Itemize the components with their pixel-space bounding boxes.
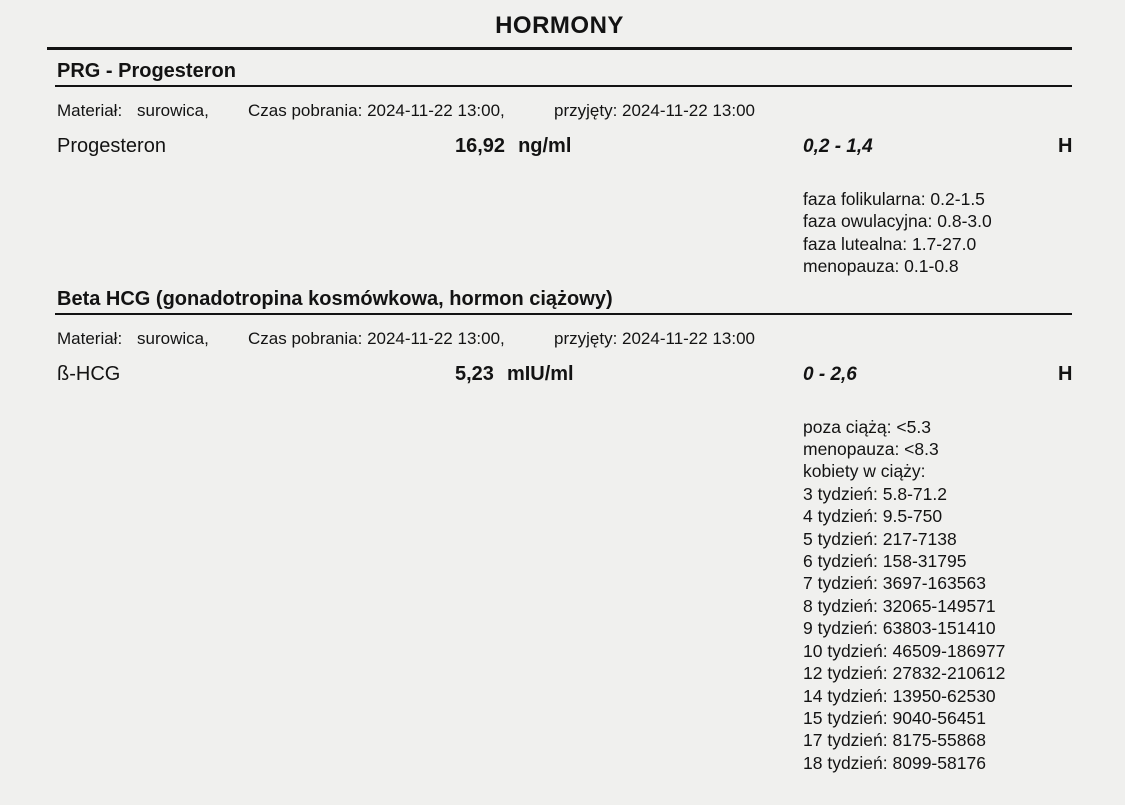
lab-report-page: [0, 12, 1125, 805]
reference-note: 17 tydzień: 8175-55868: [803, 730, 986, 751]
test-value: 16,92: [455, 135, 506, 157]
reference-notes-progesteron: [803, 188, 1125, 278]
reference-range: 0,2 - 1,4: [803, 136, 873, 157]
section-header-beta-hcg: Beta HCG (gonadotropina kosmówkowa, hormon ciążowy): [55, 287, 1072, 315]
material-label: Materiał:: [57, 328, 123, 348]
reference-note: 15 tydzień: 9040-56451: [803, 707, 986, 728]
reference-note: menopauza: <8.3: [803, 439, 939, 460]
reference-note: poza ciążą: <5.3: [803, 416, 931, 437]
collection-time: Czas pobrania: 2024-11-22 13:00,: [248, 101, 505, 120]
received-time: przyjęty: 2024-11-22 13:00: [554, 101, 755, 120]
reference-note: 12 tydzień: 27832-210612: [803, 663, 1006, 684]
result-row-progesteron: [57, 134, 1125, 159]
material-value: surowica,: [137, 328, 209, 348]
material-label: Materiał:: [57, 101, 123, 120]
test-measurement: [455, 362, 803, 387]
reference-note: 4 tydzień: 9.5-750: [803, 506, 943, 527]
reference-note: 10 tydzień: 46509-186977: [803, 640, 1006, 661]
collection-time: Czas pobrania: 2024-11-22 13:00,: [248, 328, 505, 348]
reference-note: 18 tydzień: 8099-58176: [803, 752, 986, 773]
material-value: surowica,: [137, 101, 209, 120]
reference-note: faza lutealna: 1.7-27.0: [803, 233, 977, 254]
reference-note: 8 tydzień: 32065-149571: [803, 595, 996, 616]
reference-note: menopauza: 0.1-0.8: [803, 256, 959, 277]
reference-note: 6 tydzień: 158-31795: [803, 551, 967, 572]
result-row-beta-hcg: [57, 362, 1125, 387]
test-value: 5,23: [455, 362, 494, 385]
reference-note: 5 tydzień: 217-7138: [803, 528, 957, 549]
sample-meta-row: [57, 101, 1072, 121]
reference-note: 3 tydzień: 5.8-71.2: [803, 483, 947, 504]
test-unit: mIU/ml: [506, 362, 574, 385]
reference-note: kobiety w ciąży:: [803, 461, 926, 482]
test-unit: ng/ml: [518, 135, 572, 157]
test-name: ß-HCG: [57, 362, 121, 385]
reference-note: 9 tydzień: 63803-151410: [803, 618, 996, 639]
reference-note: 7 tydzień: 3697-163563: [803, 573, 986, 594]
page-title: HORMONY: [495, 12, 624, 39]
reference-notes-beta-hcg: [803, 416, 1125, 775]
reference-range: 0 - 2,6: [803, 363, 857, 385]
reference-note: 14 tydzień: 13950-62530: [803, 685, 996, 706]
section-header-progesteron: PRG - Progesteron: [55, 59, 1072, 87]
sample-meta-row: [57, 329, 1072, 349]
received-time: przyjęty: 2024-11-22 13:00: [554, 328, 755, 348]
reference-note: faza owulacyjna: 0.8-3.0: [803, 211, 992, 232]
abnormal-flag: H: [1058, 135, 1073, 157]
abnormal-flag: H: [1058, 362, 1073, 385]
reference-note: faza folikularna: 0.2-1.5: [803, 189, 985, 209]
test-measurement: [455, 134, 803, 159]
title-rule: [47, 47, 1072, 50]
test-name: Progesteron: [57, 135, 166, 157]
